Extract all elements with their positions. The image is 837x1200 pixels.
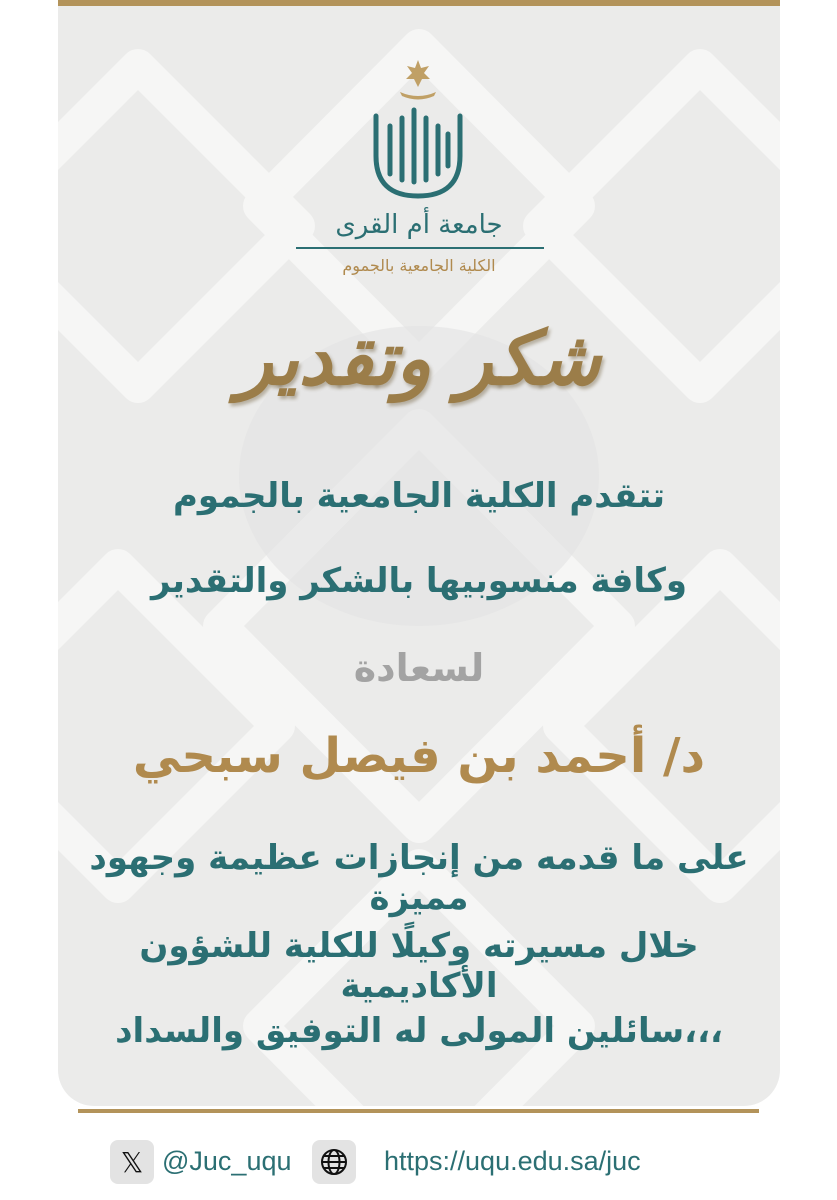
logo-divider [296, 247, 544, 249]
body-line-7: سائلين المولى له التوفيق والسداد،،، [115, 1011, 723, 1051]
body-line-5: على ما قدمه من إنجازات عظيمة وجهود مميزة [89, 838, 749, 918]
university-logo-icon [368, 56, 468, 206]
body-line-6: خلال مسيرته وكيلًا للكلية للشؤون الأكاديمية [139, 926, 699, 1006]
body-line-1: تتقدم الكلية الجامعية بالجموم [172, 476, 666, 516]
body-line-2: وكافة منسوبيها بالشكر والتقدير [150, 561, 688, 601]
honoree-name: د/ أحمد بن فيصل سبحي [132, 728, 706, 784]
bottom-gold-rule [78, 1109, 759, 1113]
x-logo-icon[interactable]: 𝕏 [110, 1140, 154, 1184]
footer [110, 1140, 690, 1186]
certificate-card [58, 6, 780, 1106]
globe-glyph [319, 1147, 349, 1177]
college-name: الكلية الجامعية بالجموم [342, 256, 496, 275]
social-handle[interactable]: @Juc_uqu [162, 1146, 292, 1176]
honorific: لسعادة [353, 646, 485, 690]
website-url[interactable]: https://uqu.edu.sa/juc [384, 1146, 641, 1176]
thanks-title: شكر وتقدير [237, 316, 601, 402]
university-name: جامعة أم القرى [335, 210, 503, 240]
globe-icon[interactable] [312, 1140, 356, 1184]
